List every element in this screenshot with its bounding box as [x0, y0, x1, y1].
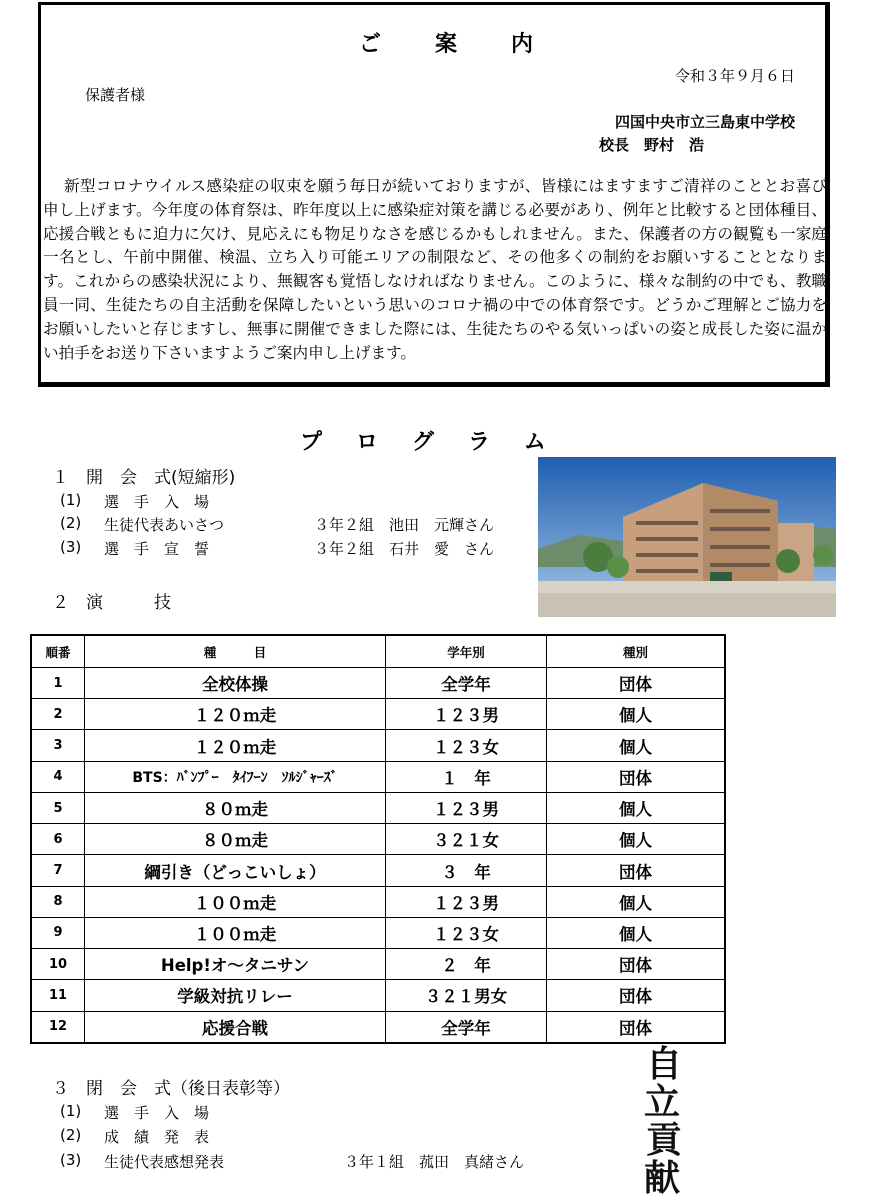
- header-event: 種 目: [85, 635, 386, 668]
- cell-grade: 全学年: [386, 1011, 547, 1043]
- cell-type: 団体: [547, 761, 726, 792]
- opening-item-1-no: (1): [60, 491, 82, 509]
- cell-grade: ２ 年: [386, 949, 547, 980]
- cell-type: 個人: [547, 699, 726, 730]
- school-building-photo: [538, 457, 836, 617]
- cell-order: 1: [31, 668, 85, 699]
- closing-item-3-no: (3): [60, 1151, 82, 1169]
- closing-heading: ３ 閉 会 式（後日表彰等）: [52, 1079, 290, 1099]
- svg-text:献: 献: [643, 1157, 681, 1198]
- header-type: 種別: [547, 635, 726, 668]
- cell-grade: ３２１女: [386, 824, 547, 855]
- program-table: [30, 634, 726, 1044]
- cell-grade: ３ 年: [386, 855, 547, 886]
- cell-event: ８０ｍ走: [85, 792, 386, 823]
- cell-order: 4: [31, 761, 85, 792]
- opening-heading: １ 開 会 式(短縮形): [52, 468, 236, 488]
- cell-event: １００ｍ走: [85, 917, 386, 948]
- table-header-row: [31, 635, 725, 668]
- cell-event: １２０ｍ走: [85, 730, 386, 761]
- cell-order: 6: [31, 824, 85, 855]
- cell-grade: 全学年: [386, 668, 547, 699]
- cell-type: 団体: [547, 668, 726, 699]
- opening-item-3-no: (3): [60, 538, 82, 556]
- cell-event: 綱引き（どっこいしょ）: [85, 855, 386, 886]
- notice-box: [38, 2, 830, 387]
- closing-item-2-no: (2): [60, 1126, 82, 1144]
- cell-type: 団体: [547, 1011, 726, 1043]
- cell-grade: １２３女: [386, 917, 547, 948]
- cell-grade: １２３女: [386, 730, 547, 761]
- cell-order: 10: [31, 949, 85, 980]
- cell-type: 個人: [547, 824, 726, 855]
- table-row: [31, 1011, 725, 1043]
- cell-grade: １２３男: [386, 792, 547, 823]
- cell-event: ８０ｍ走: [85, 824, 386, 855]
- cell-order: 3: [31, 730, 85, 761]
- svg-text:自: 自: [645, 1043, 683, 1085]
- cell-order: 2: [31, 699, 85, 730]
- cell-type: 団体: [547, 949, 726, 980]
- table-row: [31, 949, 725, 980]
- cell-event: 学級対抗リレー: [85, 980, 386, 1011]
- program-title: プログラム: [300, 430, 580, 455]
- cell-event: BTS：ﾊﾞﾝﾌﾟｰ ﾀｲﾌｰﾝ ｿﾙｼﾞｬｰｽﾞ: [85, 761, 386, 792]
- opening-item-3-name: 選 手 宣 誓: [104, 540, 210, 558]
- opening-item-2-no: (2): [60, 514, 82, 532]
- cell-event: Help!オ～タニサン: [85, 949, 386, 980]
- cell-order: 5: [31, 792, 85, 823]
- table-row: [31, 668, 725, 699]
- table-row: [31, 824, 725, 855]
- table-row: [31, 761, 725, 792]
- header-order: 順番: [31, 635, 85, 668]
- notice-principal: 校長 野村 浩: [599, 136, 705, 154]
- events-heading: ２ 演 技: [52, 593, 171, 613]
- cell-type: 団体: [547, 980, 726, 1011]
- notice-title: ご案内: [359, 32, 588, 57]
- cell-grade: １２３男: [386, 886, 547, 917]
- closing-item-1-name: 選 手 入 場: [104, 1104, 210, 1122]
- closing-item-3-person: ３年１組 菰田 真緒さん: [344, 1153, 525, 1171]
- cell-order: 11: [31, 980, 85, 1011]
- notice-addressee: 保護者様: [85, 86, 146, 104]
- cell-grade: １ 年: [386, 761, 547, 792]
- cell-event: １２０ｍ走: [85, 699, 386, 730]
- cell-type: 個人: [547, 730, 726, 761]
- opening-item-3-person: ３年２組 石井 愛 さん: [314, 540, 495, 558]
- cell-grade: ３２１男女: [386, 980, 547, 1011]
- cell-type: 団体: [547, 855, 726, 886]
- opening-item-2-name: 生徒代表あいさつ: [104, 516, 225, 534]
- closing-item-1-no: (1): [60, 1102, 82, 1120]
- cell-type: 個人: [547, 792, 726, 823]
- notice-date: 令和３年９月６日: [674, 67, 795, 85]
- cell-event: 応援合戦: [85, 1011, 386, 1043]
- cell-type: 個人: [547, 917, 726, 948]
- cell-order: 12: [31, 1011, 85, 1043]
- opening-item-2-person: ３年２組 池田 元輝さん: [314, 516, 495, 534]
- svg-text:立: 立: [643, 1081, 681, 1123]
- cell-order: 7: [31, 855, 85, 886]
- calligraphy-seal: [628, 1040, 698, 1198]
- table-row: [31, 917, 725, 948]
- notice-body: 新型コロナウイルス感染症の収束を願う毎日が続いておりますが、皆様にはますますご清祥のこととお喜び申し上げます。今年度の体育祭は、昨年度以上に感染症対策を講じる必要があり、例年と比較すると団体種目、応援合戦ともに迫力に欠け、見応えにも物足りなさを感じるかもしれません。また、保護者の方の観覧も一家庭一名とし、午前中開催、検温、立ち入り可能エリアの制限など、その他多くの制約をお願いすることとなります。これからの感染状況により、無観客も覚悟しなければなりません。このように、様々な制約の中でも、教職員一同、生徒たちの自主活動を保障したいという思いのコロナ禍の中での体育祭です。どうかご理解とご協力をお願いしたいと存じますし、無事に開催できました際には、生徒たちのやる気いっぱいの姿と成長した姿に温かい拍手をお送り下さいますようご案内申し上げます。: [43, 177, 827, 362]
- cell-event: 全校体操: [85, 668, 386, 699]
- table-row: [31, 855, 725, 886]
- opening-item-1-name: 選 手 入 場: [104, 493, 210, 511]
- cell-event: １００ｍ走: [85, 886, 386, 917]
- cell-type: 個人: [547, 886, 726, 917]
- cell-order: 9: [31, 917, 85, 948]
- cell-grade: １２３男: [386, 699, 547, 730]
- table-row: [31, 792, 725, 823]
- svg-text:貢: 貢: [645, 1119, 683, 1161]
- table-row: [31, 886, 725, 917]
- closing-item-2-name: 成 績 発 表: [104, 1128, 210, 1146]
- table-row: [31, 699, 725, 730]
- notice-school: 四国中央市立三島東中学校: [614, 113, 795, 131]
- table-row: [31, 980, 725, 1011]
- cell-order: 8: [31, 886, 85, 917]
- closing-item-3-name: 生徒代表感想発表: [104, 1153, 225, 1171]
- table-row: [31, 730, 725, 761]
- header-grade: 学年別: [386, 635, 547, 668]
